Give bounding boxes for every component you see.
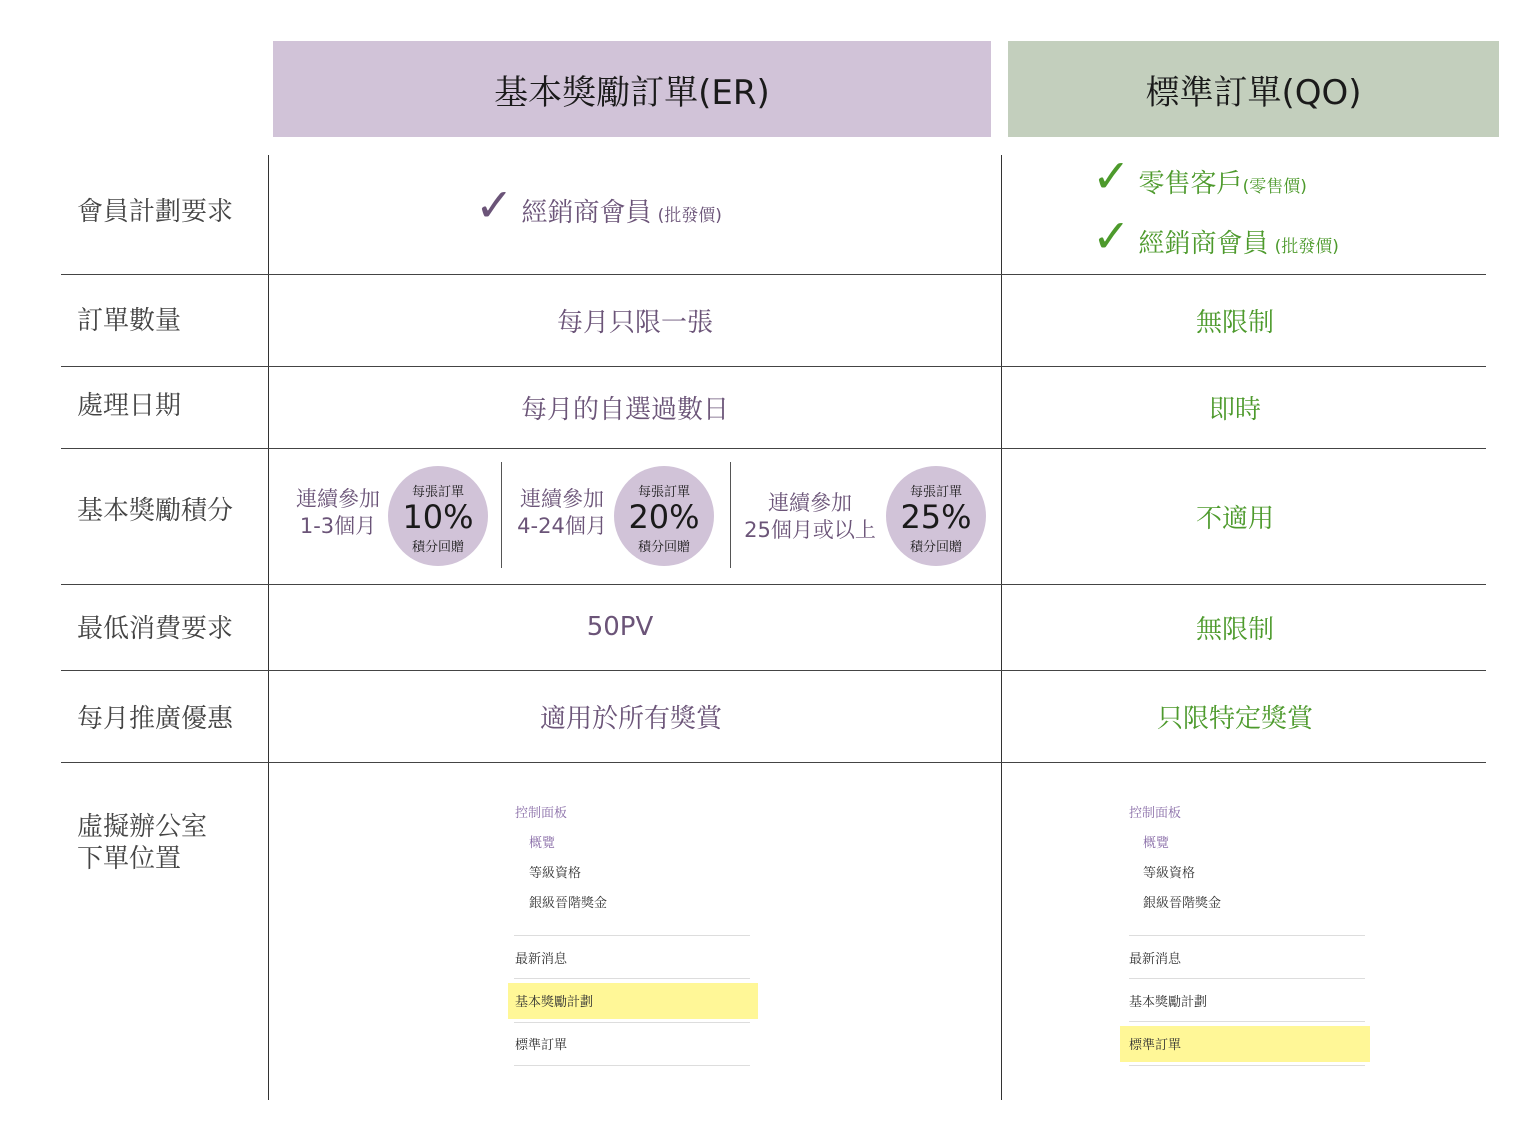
row-label-order-qty: 訂單數量 bbox=[77, 306, 182, 336]
qo-order-qty: 無限制 bbox=[1195, 307, 1274, 338]
er-order-qty: 每月只限一張 bbox=[556, 307, 713, 338]
menu-overview: 概覽 bbox=[1143, 836, 1170, 851]
menu-silver-bonus: 銀級晉階獎金 bbox=[529, 896, 608, 911]
er-min-spend: 50PV bbox=[586, 612, 654, 642]
row-label-promo: 每月推廣優惠 bbox=[77, 704, 234, 734]
tier-2-duration bbox=[506, 486, 618, 540]
tier-divider bbox=[501, 462, 502, 568]
menu-standard-order: 標準訂單 bbox=[1129, 1038, 1182, 1053]
tier-3-duration bbox=[738, 490, 882, 544]
row-label-process-date: 處理日期 bbox=[77, 391, 182, 421]
tier-line2: 1-3個月 bbox=[299, 514, 377, 538]
row-label-reward-points: 基本獎勵積分 bbox=[77, 496, 234, 526]
badge-bottom: 積分回贈 bbox=[411, 540, 464, 555]
menu-overview: 概覽 bbox=[529, 836, 556, 851]
badge-percent: 20% bbox=[628, 498, 700, 536]
qo-promo: 只限特定獎賞 bbox=[1156, 703, 1313, 734]
menu-news: 最新消息 bbox=[515, 952, 568, 967]
check-icon: ✓ bbox=[475, 178, 514, 232]
qo-office-menu bbox=[1120, 795, 1370, 1075]
qo-header-title: 標準訂單(QO) bbox=[1145, 72, 1362, 113]
row-label-membership: 會員計劃要求 bbox=[77, 197, 234, 227]
menu-news: 最新消息 bbox=[1129, 952, 1182, 967]
check-icon: ✓ bbox=[1092, 209, 1131, 263]
qo-reward-points: 不適用 bbox=[1195, 503, 1274, 534]
menu-level: 等級資格 bbox=[529, 866, 582, 881]
row-label-office bbox=[77, 811, 207, 875]
menu-silver-bonus: 銀級晉階獎金 bbox=[1143, 896, 1222, 911]
badge-percent: 25% bbox=[900, 498, 972, 536]
tier-line1: 連續參加 bbox=[768, 491, 852, 515]
menu-separator bbox=[1129, 935, 1365, 936]
menu-separator bbox=[1129, 978, 1365, 979]
row-label-min-spend: 最低消費要求 bbox=[77, 614, 234, 644]
row-divider bbox=[61, 762, 1486, 763]
er-column-header bbox=[273, 41, 991, 137]
requirement-main: 零售客戶 bbox=[1138, 169, 1243, 199]
menu-dashboard: 控制面板 bbox=[1129, 806, 1182, 821]
menu-separator bbox=[514, 1022, 750, 1023]
menu-level: 等級資格 bbox=[1143, 866, 1196, 881]
tier-1-badge bbox=[388, 466, 488, 566]
tier-line2: 4-24個月 bbox=[517, 514, 607, 538]
er-header-title: 基本獎勵訂單(ER) bbox=[494, 72, 770, 113]
badge-percent: 10% bbox=[402, 498, 474, 536]
menu-standard-order: 標準訂單 bbox=[515, 1038, 568, 1053]
tier-3-badge bbox=[886, 466, 986, 566]
requirement-sub: (批發價) bbox=[657, 206, 722, 226]
tier-divider bbox=[730, 462, 731, 568]
er-promo: 適用於所有獎賞 bbox=[539, 703, 722, 734]
menu-dashboard: 控制面板 bbox=[515, 806, 568, 821]
tier-line2: 25個月或以上 bbox=[744, 518, 876, 542]
tier-line1: 連續參加 bbox=[520, 487, 604, 511]
qo-min-spend: 無限制 bbox=[1195, 614, 1274, 645]
badge-top: 每張訂單 bbox=[411, 485, 464, 500]
menu-separator bbox=[514, 935, 750, 936]
tier-line1: 連續參加 bbox=[296, 487, 380, 511]
badge-bottom: 積分回贈 bbox=[909, 540, 962, 555]
menu-separator bbox=[1129, 1065, 1365, 1066]
tier-2-badge bbox=[614, 466, 714, 566]
tier-1-duration bbox=[282, 486, 394, 540]
menu-er-plan: 基本獎勵計劃 bbox=[1129, 995, 1208, 1010]
qo-process-date: 即時 bbox=[1208, 394, 1261, 425]
check-icon: ✓ bbox=[1092, 149, 1131, 203]
qo-membership-requirement-retail bbox=[1092, 149, 1307, 203]
office-label-line1: 虛擬辦公室 bbox=[77, 812, 208, 842]
requirement-sub: (零售價) bbox=[1242, 177, 1307, 197]
badge-top: 每張訂單 bbox=[909, 485, 962, 500]
er-membership-requirement bbox=[475, 178, 722, 232]
requirement-sub: (批發價) bbox=[1274, 237, 1339, 257]
badge-bottom: 積分回贈 bbox=[637, 540, 690, 555]
badge-top: 每張訂單 bbox=[637, 485, 690, 500]
requirement-main: 經銷商會員 bbox=[1138, 229, 1269, 259]
er-office-menu bbox=[508, 795, 758, 1075]
qo-column-header bbox=[1008, 41, 1499, 137]
er-process-date: 每月的自選過數日 bbox=[520, 394, 729, 425]
menu-separator bbox=[1129, 1021, 1365, 1022]
qo-membership-requirement-distributor bbox=[1092, 209, 1339, 263]
menu-separator bbox=[514, 978, 750, 979]
menu-separator bbox=[514, 1065, 750, 1066]
office-label-line2: 下單位置 bbox=[77, 844, 182, 874]
menu-er-plan: 基本獎勵計劃 bbox=[515, 995, 594, 1010]
requirement-main: 經銷商會員 bbox=[521, 198, 652, 228]
